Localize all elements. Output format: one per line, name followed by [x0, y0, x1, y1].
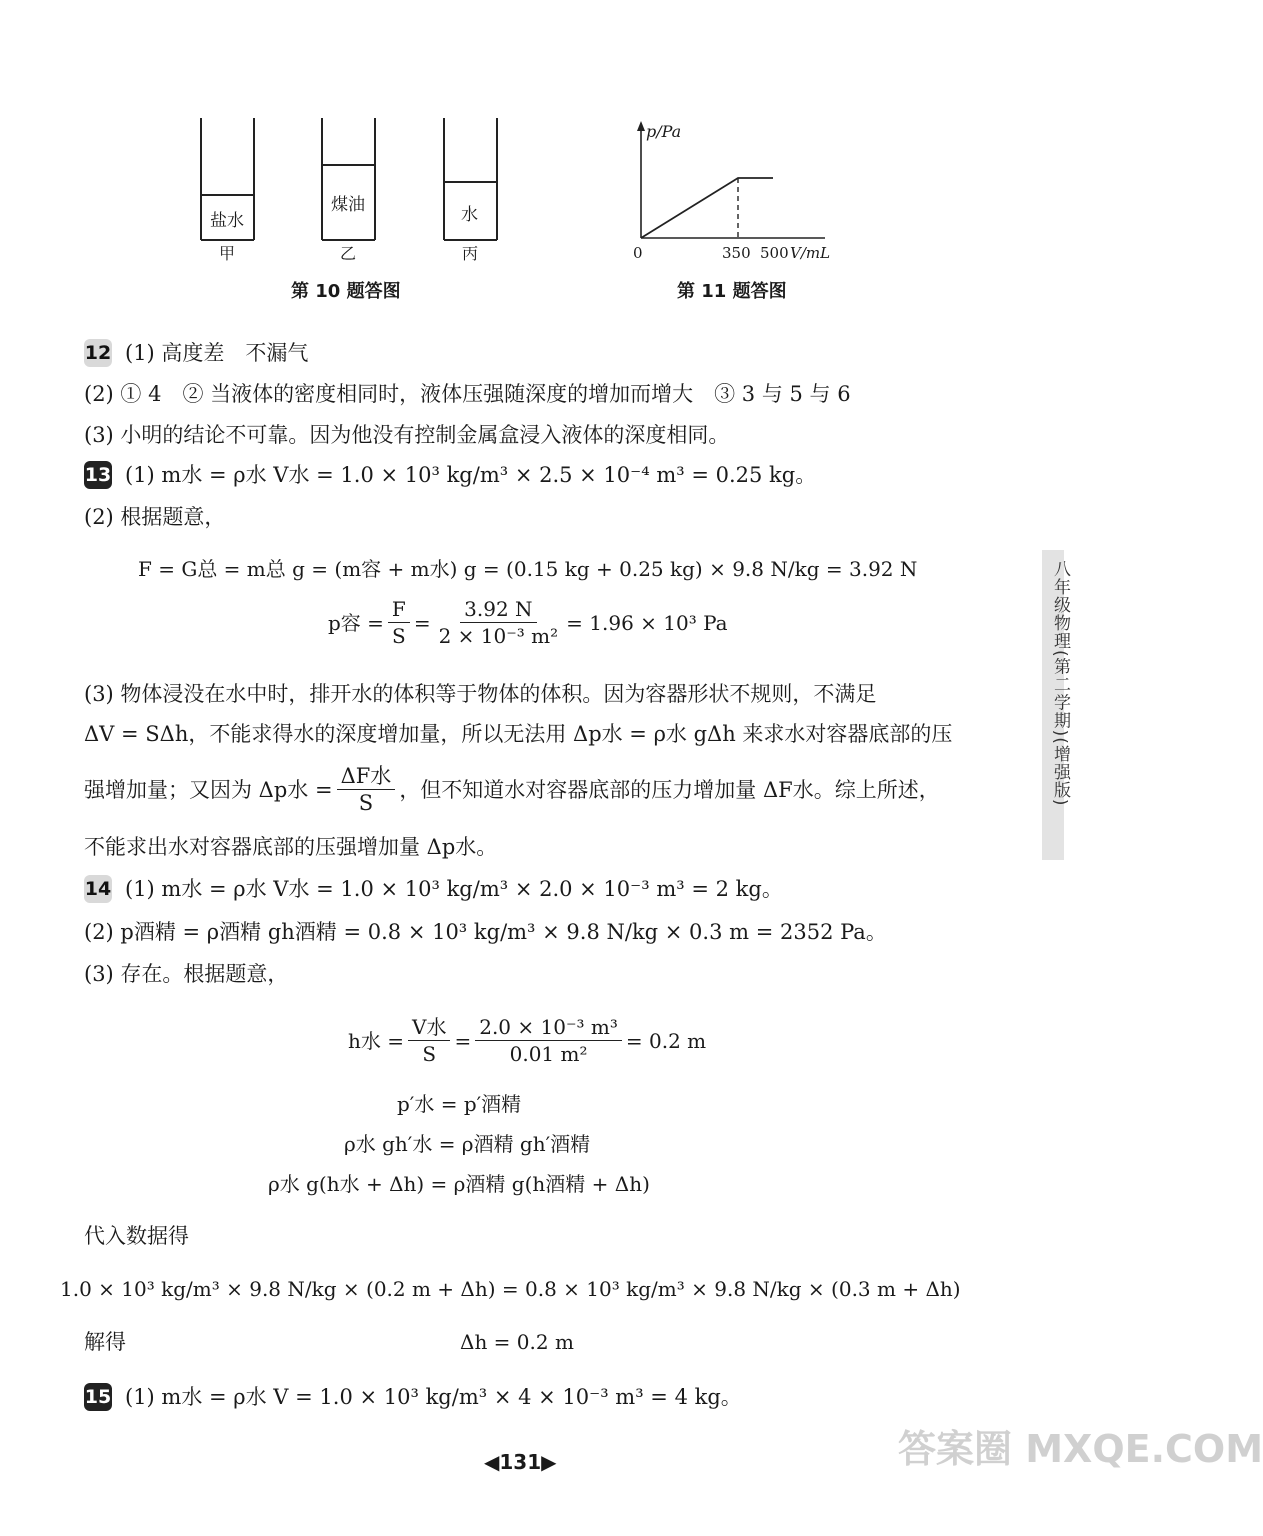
equals-sign: = [413, 610, 431, 635]
watermark-logo: 答案圈 MXQE.COM [898, 1427, 1263, 1471]
axis-label-p: p/Pa [646, 122, 682, 141]
liquid-label-saltwater: 盐水 [210, 211, 244, 231]
question-badge-14: 14 [84, 875, 112, 903]
fraction-numerator: 3.92 N [460, 596, 536, 623]
q13-part3-line4: 不能求出水对容器底部的压强增加量 Δp水。 [84, 835, 498, 859]
fraction-denominator: 0.01 m² [509, 1042, 588, 1066]
q14-solve-label: 解得 [84, 1330, 126, 1354]
q13-part3-line3a: 强增加量；又因为 Δp水 = [84, 777, 333, 802]
liquid-label-water: 水 [461, 205, 478, 225]
fraction-f-over-s [388, 596, 410, 649]
container-name-yi: 乙 [340, 244, 357, 263]
fraction-numerator: ΔF水 [337, 763, 396, 790]
axis-label-v: V/mL [790, 244, 831, 262]
q13-part3-line1: (3) 物体浸没在水中时，排开水的体积等于物体的体积。因为容器形状不规则，不满足 [84, 682, 877, 706]
figure-10-caption: 第 10 题答图 [291, 281, 401, 302]
liquid-label-kerosene: 煤油 [331, 195, 365, 215]
equals-sign: = [454, 1028, 472, 1053]
q13-part3-line2: ΔV = SΔh，不能求得水的深度增加量，所以无法用 Δp水 = ρ水 gΔh 来求水对容器底部的压 [84, 722, 953, 746]
fraction-denominator: S [392, 624, 406, 648]
y-axis-arrow-icon [637, 121, 645, 131]
q14-eq-expanded: ρ水 g(h水 + Δh) = ρ酒精 g(h酒精 + Δh) [268, 1172, 650, 1196]
fraction-denominator: 2 × 10⁻³ m² [438, 624, 559, 648]
question-badge-12: 12 [84, 339, 112, 367]
figure-11-caption: 第 11 题答图 [677, 281, 787, 302]
q14-line2: (2) p酒精 = ρ酒精 gh酒精 = 0.8 × 10³ kg/m³ × 9.8 N/kg × 0.3 m = 2352 Pa。 [84, 920, 887, 944]
fraction-values [435, 596, 563, 649]
tick-500: 500 [760, 244, 789, 262]
sidebar-book-title: 八年级物理(第二学期)(增强版) [1050, 560, 1070, 807]
q13-eq-pressure [328, 596, 728, 649]
q14-result: Δh = 0.2 m [460, 1330, 574, 1354]
q14-eq-rho-gh: ρ水 gh′水 = ρ酒精 gh′酒精 [344, 1132, 591, 1156]
page-number: ◀131▶ [484, 1450, 557, 1474]
container-name-jia: 甲 [219, 244, 236, 263]
question-badge-15: 15 [84, 1383, 112, 1411]
fraction-denominator: S [422, 1042, 437, 1066]
q12-line1: (1) 高度差 不漏气 [125, 341, 309, 365]
q13-eq-force: F = G总 = m总 g = (m容 + m水) g = (0.15 kg + 0.25 kg) × 9.8 N/kg = 3.92 N [138, 557, 918, 581]
q13-part3-line3 [84, 763, 940, 816]
pressure-line [641, 178, 773, 238]
fraction-numerator: F [388, 596, 410, 623]
q14-eq-substituted: 1.0 × 10³ kg/m³ × 9.8 N/kg × (0.2 m + Δh) = 0.8 × 10³ kg/m³ × 9.8 N/kg × (0.3 m + Δh) [60, 1277, 961, 1301]
q14-eq-height-result: = 0.2 m [625, 1028, 707, 1053]
q14-line1: (1) m水 = ρ水 V水 = 1.0 × 10³ kg/m³ × 2.0 × 10⁻³ m³ = 2 kg。 [125, 877, 783, 901]
tick-350: 350 [722, 244, 751, 262]
q14-substitute-label: 代入数据得 [84, 1224, 189, 1248]
q13-line2: (2) 根据题意， [84, 505, 226, 529]
q14-eq-height [348, 1014, 706, 1067]
fraction-v-over-s [408, 1014, 450, 1067]
container-name-bing: 丙 [462, 244, 479, 263]
fraction-numerator: 2.0 × 10⁻³ m³ [475, 1014, 622, 1041]
q13-line1: (1) m水 = ρ水 V水 = 1.0 × 10³ kg/m³ × 2.5 × 10⁻⁴ m³ = 0.25 kg。 [125, 463, 817, 487]
fraction-values [475, 1014, 622, 1067]
q12-line2: (2) ① 4 ② 当液体的密度相同时，液体压强随深度的增加而增大 ③ 3 与 5 与 6 [84, 382, 851, 406]
fraction-denominator: S [358, 791, 374, 815]
q13-eq-pressure-result: = 1.96 × 10³ Pa [566, 610, 728, 635]
q14-line3: (3) 存在。根据题意， [84, 962, 289, 986]
q14-eq-pressure-equal: p′水 = p′酒精 [397, 1092, 522, 1116]
fraction-deltaf-over-s [337, 763, 396, 816]
q13-eq-pressure-lhs: p容 = [328, 610, 384, 635]
q12-line3: (3) 小明的结论不可靠。因为他没有控制金属盒浸入液体的深度相同。 [84, 423, 730, 447]
question-badge-13: 13 [84, 461, 112, 489]
q14-eq-height-lhs: h水 = [348, 1028, 404, 1053]
origin-label: 0 [633, 244, 643, 262]
fraction-numerator: V水 [408, 1014, 450, 1041]
q15-line1: (1) m水 = ρ水 V = 1.0 × 10³ kg/m³ × 4 × 10⁻³ m³ = 4 kg。 [125, 1385, 742, 1409]
q13-part3-line3b: ，但不知道水对容器底部的压力增加量 ΔF水。综上所述， [399, 777, 940, 802]
container-yi [322, 118, 375, 240]
